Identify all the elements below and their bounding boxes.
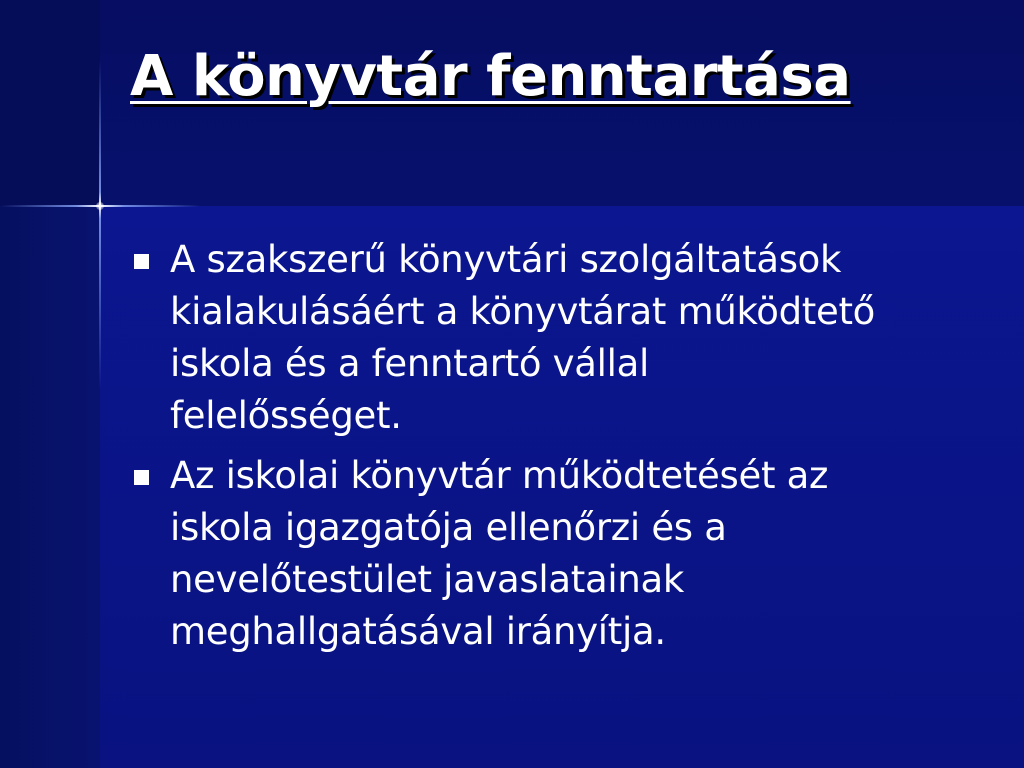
bullet-text-line: felelősséget. (170, 394, 402, 437)
bullet-text-line: iskola és a fenntartó vállal (170, 342, 649, 385)
sparkle-cross-icon (96, 202, 104, 210)
bullet-text-line: iskola igazgatója ellenőrzi és a (170, 506, 727, 549)
bullet-text-line: nevelőtestület javaslatainak (170, 558, 684, 601)
bullet-list (130, 234, 990, 666)
bullet-text-line: meghallgatásával irányítja. (170, 610, 666, 653)
bullet-item (130, 450, 990, 658)
bullet-text-line: kialakulásáért a könyvtárat működtető (170, 290, 876, 333)
background-corner-panel (0, 0, 100, 206)
bullet-item (130, 234, 990, 442)
bullet-text-line: Az iskolai könyvtár működtetését az (170, 454, 829, 497)
bullet-text-line: A szakszerű könyvtári szolgáltatások (170, 238, 842, 281)
square-bullet-icon (134, 254, 149, 269)
slide-title: A könyvtár fenntartása (130, 44, 851, 109)
sparkle-vertical-line (99, 60, 101, 390)
square-bullet-icon (134, 470, 149, 485)
